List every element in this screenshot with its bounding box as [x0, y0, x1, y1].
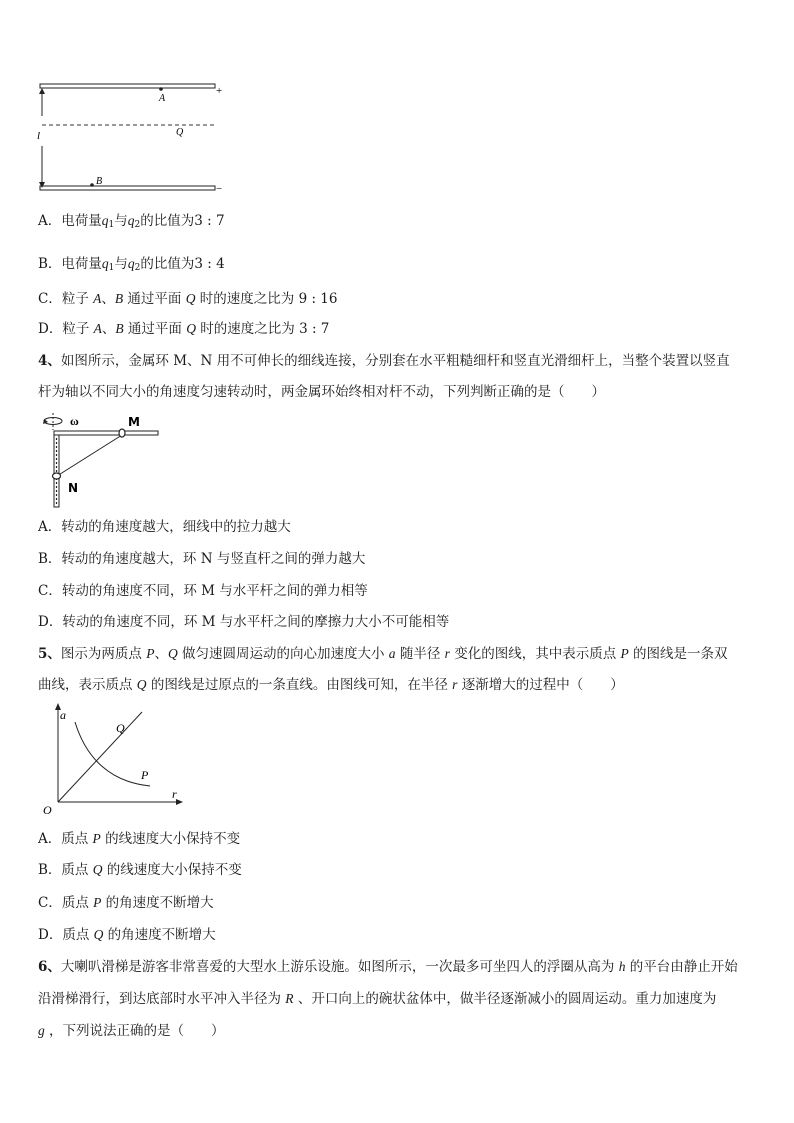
rotating-rods-figure: [36, 410, 166, 510]
q4-stem-line1: 4、如图所示，金属环 M、N 用不可伸长的细线连接，分别套在水平粗糙细杆和竖直光滑细杆上，当整个装置以竖直: [38, 353, 730, 369]
q5-option-b[interactable]: B．质点 Q 的线速度大小保持不变: [38, 862, 242, 878]
q5-stem-line2: 曲线，表示质点 Q 的图线是过原点的一条直线。由图线可知，在半径 r 逐渐增大的过程中（ ）: [38, 677, 624, 693]
q4-option-d[interactable]: D．转动的角速度不同，环 M 与水平杆之间的摩擦力大小不可能相等: [38, 614, 450, 630]
label-A: A: [159, 93, 166, 104]
axis-r-label: r: [172, 787, 177, 801]
q6-stem-line3: g ，下列说法正确的是（ ）: [38, 1023, 225, 1039]
q6-stem-line2: 沿滑梯滑行，到达底部时水平冲入半径为 R 、开口向上的碗状盆体中，做半径逐渐减小的圆周运动。重力加速度为: [38, 991, 717, 1007]
q3-option-d[interactable]: D．粒子 A、B 通过平面 Q 时的速度之比为 3 : 7: [38, 321, 330, 337]
curve-P-label: P: [141, 768, 149, 782]
q5-stem-line1: 5、图示为两质点 P、Q 做匀速圆周运动的向心加速度大小 a 随半径 r 变化的图线，其中表示质点 P 的图线是一条双: [38, 646, 728, 662]
axis-a-label: a: [60, 708, 66, 722]
omega-label: ω: [70, 414, 79, 428]
q6-stem-line1: 6、大喇叭滑梯是游客非常喜爱的大型水上游乐设施。如图所示，一次最多可坐四人的浮圈从高为 h 的平台由静止开始: [38, 959, 738, 975]
q4-option-c[interactable]: C．转动的角速度不同，环 M 与水平杆之间的弹力相等: [38, 583, 368, 599]
q5-option-a[interactable]: A．质点 P 的线速度大小保持不变: [38, 831, 241, 847]
origin-label: O: [43, 803, 52, 817]
q3-option-b[interactable]: B．电荷量$q_1$与$q_2$的比值为3 : 4: [38, 256, 225, 273]
q4-stem-line2: 杆为轴以不同大小的角速度匀速转动时，两金属环始终相对杆不动，下列判断正确的是（ ）: [38, 384, 605, 400]
q5-option-c[interactable]: C．质点 P 的角速度不断增大: [38, 895, 214, 911]
minus-sign: −: [216, 183, 223, 195]
curve-Q-label: Q: [116, 721, 125, 735]
label-l: l: [37, 130, 41, 142]
q3-option-a[interactable]: A．电荷量$q_1$与$q_2$的比值为3 : 7: [38, 213, 225, 230]
label-Q: Q: [176, 127, 184, 138]
label-B: B: [96, 176, 103, 187]
q3-option-c[interactable]: C．粒子 A、B 通过平面 Q 时的速度之比为 9 : 16: [38, 291, 338, 307]
q4-option-b[interactable]: B．转动的角速度越大，环 N 与竖直杆之间的弹力越大: [38, 551, 366, 567]
parallel-plates-figure: [30, 80, 230, 198]
ring-N-label: N: [68, 481, 79, 495]
acceleration-radius-graph: [38, 700, 188, 818]
q4-option-a[interactable]: A．转动的角速度越大，细线中的拉力越大: [38, 519, 291, 535]
ring-M-label: M: [128, 415, 140, 429]
plus-sign: +: [216, 85, 223, 97]
q5-option-d[interactable]: D．质点 Q 的角速度不断增大: [38, 927, 216, 943]
